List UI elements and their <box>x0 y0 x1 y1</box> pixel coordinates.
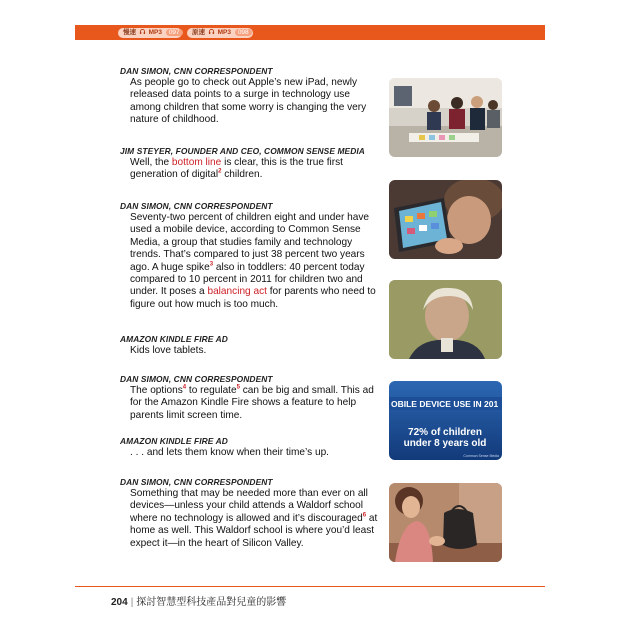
track-number: 097 <box>166 29 183 36</box>
transcript-text: Seventy-two percent of children eight and under have used a mobile device, according to Common Sense Media, a group that studies family and technology trends. That’s compared to just 38 percent two years ago. A huge spike$^3$ also in toddlers: 40 percent today compared to 10 percent in 2011 for children two and under. It poses a balancing act for parents who need to figure out how much is too much. <box>130 212 376 310</box>
transcript-block <box>120 477 380 550</box>
speaker-name: JIM STEYER, FOUNDER AND CEO, COMMON SENSE MEDIA <box>120 146 365 156</box>
footnote-marker: 2 <box>218 169 222 176</box>
speaker-name: DAN SIMON, CNN CORRESPONDENT <box>120 374 273 384</box>
transcript-text: . . . and lets them know when their time’s up. <box>130 447 329 458</box>
transcript-block <box>120 436 380 459</box>
transcript-text: As people go to check out Apple’s new iPad, newly released data points to a surge in technology use among children that some worry is changing the very nature of childhood. <box>130 77 367 126</box>
normal-label: 原速 <box>192 29 205 36</box>
footer-separator: | <box>130 597 134 608</box>
transcript-text: The options$^4$ to regulate$^5$ can be big and small. This ad for the Amazon Kindle Fire shows a feature to help parents limit screen time. <box>130 384 374 421</box>
speaker-name: AMAZON KINDLE FIRE AD <box>120 436 228 446</box>
transcript-block <box>120 334 380 357</box>
apple-store-photo <box>389 78 502 157</box>
vocab-highlight[interactable]: bottom line <box>171 157 222 168</box>
mp3-label: MP3 <box>217 29 231 36</box>
infographic-photo <box>389 381 502 460</box>
transcript-block <box>120 66 380 127</box>
footnote-marker: 4 <box>182 384 187 391</box>
transcript-block <box>120 374 380 422</box>
speaker-name: AMAZON KINDLE FIRE AD <box>120 334 228 344</box>
track-number: 098 <box>235 29 252 36</box>
interviewee-photo <box>389 280 502 359</box>
normal-audio-badge[interactable] <box>187 28 253 38</box>
vocab-highlight[interactable]: balancing act <box>207 286 267 298</box>
infographic-banner: OBILE DEVICE USE IN 201 <box>391 399 499 409</box>
footer-rule <box>75 586 545 587</box>
transcript-text: Something that may be needed more than ever on all devices—unless your child attends a Waldorf school where no technology is allowed and it’s discouraged$^6$ at home as well. This Waldorf school is where you’d least expect it—in the heart of Silicon Valley. <box>130 488 378 549</box>
waldorf-child-photo <box>389 483 502 562</box>
speaker-name: DAN SIMON, CNN CORRESPONDENT <box>120 477 273 487</box>
infographic-line1: 72% of children <box>408 427 482 438</box>
slow-label: 慢速 <box>123 29 136 36</box>
slow-audio-badge[interactable] <box>118 28 182 38</box>
footnote-marker: 6 <box>362 512 367 519</box>
headphones-icon <box>139 28 146 35</box>
footnote-marker: 3 <box>209 261 214 268</box>
transcript-text: Well, the bottom line is clear, this is the true first generation of digital$^2$ children. <box>130 157 343 181</box>
mp3-label: MP3 <box>148 29 162 36</box>
speaker-name: DAN SIMON, CNN CORRESPONDENT <box>120 66 273 76</box>
transcript-block <box>120 146 380 182</box>
transcript-text: Kids love tablets. <box>130 345 207 356</box>
page-number: 204 <box>111 597 128 608</box>
child-tablet-photo <box>389 180 502 259</box>
infographic-line2: under 8 years old <box>403 438 487 449</box>
transcript-block <box>120 201 380 311</box>
speaker-name: DAN SIMON, CNN CORRESPONDENT <box>120 201 273 211</box>
headphones-icon <box>208 28 215 35</box>
chapter-title: 探討智慧型科技產品對兒童的影響 <box>136 597 287 608</box>
page-footer <box>111 593 286 608</box>
infographic-credit: Common Sense Media <box>463 454 499 458</box>
footnote-marker: 5 <box>236 384 240 391</box>
